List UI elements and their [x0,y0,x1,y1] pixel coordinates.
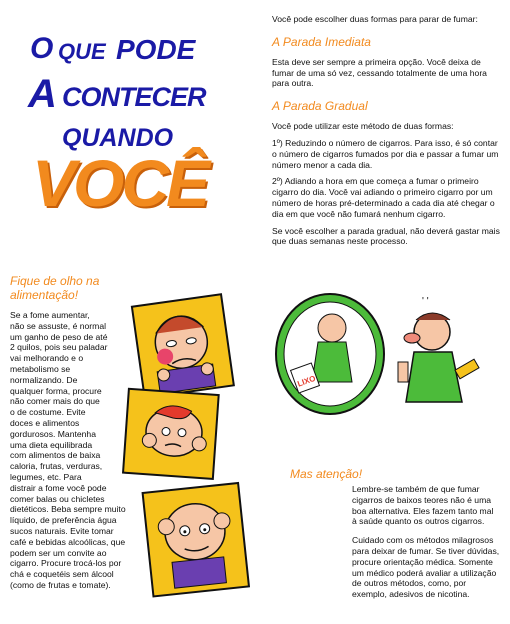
title-o: O [30,32,54,65]
attention-paragraph: Lembre-se também de que fumar cigarros de baixos teores não é uma boa alternativa. Eles fazem tanto mal à saúde quanto os outros cigarros. [352,484,494,527]
attention-heading: Mas atenção! [290,467,363,481]
diet-text-line: líquido, de preferência água [10,515,117,526]
diet-text-line: doces e alimentos [10,417,80,428]
diet-text-line: não comer mais do que [10,396,100,407]
diet-text-line: caloria, frutas, verduras, [10,461,103,472]
section-text: Se você escolher a parada gradual, não deverá gastar mais que duas semanas neste processo. [272,225,500,247]
worried-man-illustration [108,292,258,612]
title-contecer: CONTECER [62,82,206,112]
diet-lines [10,310,126,591]
diet-text-line: com alimentos de baixa [10,450,101,461]
diet-text-line: vai melhorando e o [10,353,84,364]
diet-text-line: (como de frutas e tomate). [10,579,111,590]
section-text: 2º) Adiando a hora em que começa a fumar o primeiro cigarro do dia. Você vai adiando o primeiro cigarro por um número de horas pré-determinado a cada dia até chegar o dia em que você não fumará nenhum cigarro. [272,176,495,219]
intro-text: Você pode escolher duas formas para parar de fumar: [272,14,478,24]
trash-label: LIXO [296,373,317,389]
section-text: Você pode utilizar este método de duas formas: [272,121,454,132]
diet-text-line: normalizando. De [10,374,78,385]
diet-text-line: não se assuste, é normal [10,320,107,331]
title-quando: QUANDO [62,124,174,152]
diet-text-line: dietéticos. Beba sempre muito [10,504,126,515]
diet-text-line: distrair a fome você pode [10,482,107,493]
diet-heading: Fique de olho na alimentação! [10,274,100,302]
diet-text-line: sucos naturais. Evite tomar [10,525,114,536]
diet-text-line: metabolismo se [10,363,71,374]
diet-text [10,310,126,591]
right-column [272,14,500,247]
title-pode: PODE [116,34,196,65]
section-text: 1º) Reduzindo o número de cigarros. Para isso, é só contar o número de cigarros fumados por dia e passar a fumar um número menor a cada dia. [272,137,499,170]
diet-text-line: uma dieta equilibrada [10,439,93,450]
diet-text-line: café e bebidas alcoólicas, que [10,536,126,547]
attention-paragraph: Cuidado com os métodos milagrosos para deixar de fumar. Se tiver dúvidas, procure orientação médica. Somente um médico poderá avaliar a utilização de outros métodos, como, por exemplo, adesivos de nicotina. [352,535,500,600]
diet-text-line: um ganho de peso de até [10,331,108,342]
title-voce: VOCÊ [32,146,208,220]
section-parada-gradual [272,99,500,247]
title-a: A [28,72,57,116]
attention-text [352,484,500,600]
page-title [18,26,258,226]
diet-text-line: chá e coquetéis sem álcool [10,569,114,580]
cartoon-frames [108,292,258,612]
diet-text-line: legumes, etc. Para [10,471,82,482]
section-text: Esta deve ser sempre a primeira opção. Você deixa de fumar de uma só vez, cessando totalmente de uma hora para outra. [272,56,487,89]
svg-text:' ': ' ' [422,296,429,307]
section-heading: A Parada Gradual [272,99,368,114]
man-in-mirror-illustration [272,292,502,422]
diet-text-line: cigarro. Procure trocá-los por [10,558,122,569]
diet-text-line: o de costume. Evite [10,407,86,418]
section-heading: A Parada Imediata [272,34,371,49]
section-parada-imediata [272,35,500,89]
diet-text-line: podem ser um convite ao [10,547,107,558]
diet-text-line: 2 quilos, pois seu paladar [10,342,108,353]
diet-text-line: comer balas ou chicletes [10,493,105,504]
diet-text-line: gordurosos. Mantenha [10,428,96,439]
mirror-illustration [272,292,502,422]
title-que: QUE [58,39,106,64]
diet-text-line: qualquer forma, procure [10,385,102,396]
diet-text-line: Se a fome aumentar, [10,310,90,320]
